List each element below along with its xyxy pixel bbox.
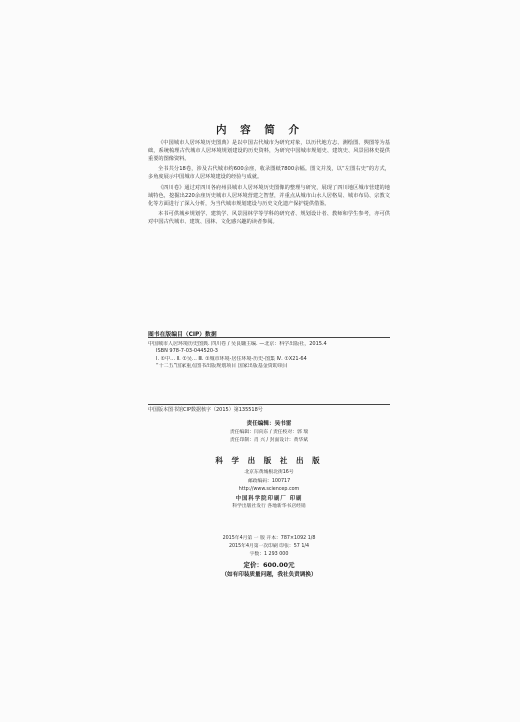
publisher-postcode: 邮政编码：100717	[247, 478, 291, 484]
price: 定价：600.00元	[243, 561, 295, 569]
cip-serial: 中国版本图书馆CIP数据核字（2015）第135518号	[148, 407, 263, 413]
cip-bottom-rule	[148, 404, 390, 405]
intro-paragraph: 《中国城市人居环境历史图典》是以中国古代城市为研究对象，以历代地方志、测绘图、舆图等为基础，系统梳理古代城市人居环境规划建设的历史资料，为研究中国城市规划史、建筑史、风景园林史提供重要的图像资料。	[148, 140, 390, 162]
printer: 中国科学院印刷厂 印刷	[235, 495, 303, 502]
credit-line: 责任印制：肖 兴 / 封面设计：黄华斌	[229, 438, 309, 443]
spec-line: 2015年4月第一次印刷 印张：57 1/4	[228, 544, 310, 549]
edition-specs	[148, 535, 390, 580]
publisher-block	[148, 455, 390, 512]
distributor: 科学出版社发行 各地新华书店经销	[232, 504, 306, 509]
spec-line: 2015年4月第 一 版 开本：787×1092 1/8	[222, 536, 316, 541]
spec-line: 字数：1 293 000	[249, 552, 289, 557]
chief-editor: 责任编辑：吴书雷	[246, 421, 292, 427]
cip-heading: 图书在版编目（CIP）数据	[148, 332, 217, 338]
intro-title: 内 容 简 介	[216, 124, 304, 136]
publisher-name: 科 学 出 版 社 出 版	[215, 456, 323, 465]
cip-data	[148, 341, 390, 371]
credit-line: 责任编辑：闫向东 / 责任校对：郭 瑞	[229, 430, 309, 435]
cip-line: Ⅰ. ①中… Ⅱ. ①吴… Ⅲ. ①城市环境-居住环境-历史-图集 Ⅳ. ①X21-64	[156, 355, 307, 362]
publisher-address: 北京东黄城根北街16号	[244, 470, 294, 475]
intro-text	[148, 140, 390, 230]
publisher-website: http://www.sciencep.com	[238, 487, 300, 492]
editorial-credits	[148, 420, 390, 445]
cip-line: 中国城市人居环境历史图典. 四川卷 / 吴良镛主编. —北京：科学出版社，2015.4	[148, 341, 327, 347]
cip-line: “十二五”国家重点图书出版规划项目 国家出版基金资助项目	[156, 363, 288, 370]
intro-paragraph: 《四川卷》通过对四川各府州县城市人居环境历史图像的整理与研究，展现了四川地区城市营建的地域特色，挖掘出220余座历史城市人居环境营建之智慧，并重点从城市山水人居格局、城市布局、宗教文化等方面进行了深入分析，为当代城市规划建设与历史文化遗产保护提供借鉴。	[148, 184, 390, 207]
quality-notice: （如有印装质量问题，我社负责调换）	[221, 572, 317, 578]
intro-paragraph: 本书可供城乡规划学、建筑学、风景园林学等学科的研究者、规划设计者、教师和学生参考，亦可供对中国古代城市、建筑、园林、文化感兴趣的读者参阅。	[148, 211, 390, 226]
cip-top-rule	[148, 337, 390, 338]
cip-isbn: ISBN 978-7-03-044520-3	[156, 348, 218, 355]
intro-paragraph: 全书共分18卷，涉及古代城市约600余座，收录图纸7800余幅。图文并茂，以“左图右史”的方式，多角度展示中国城市人居环境建设的经验与成就。	[148, 166, 390, 181]
